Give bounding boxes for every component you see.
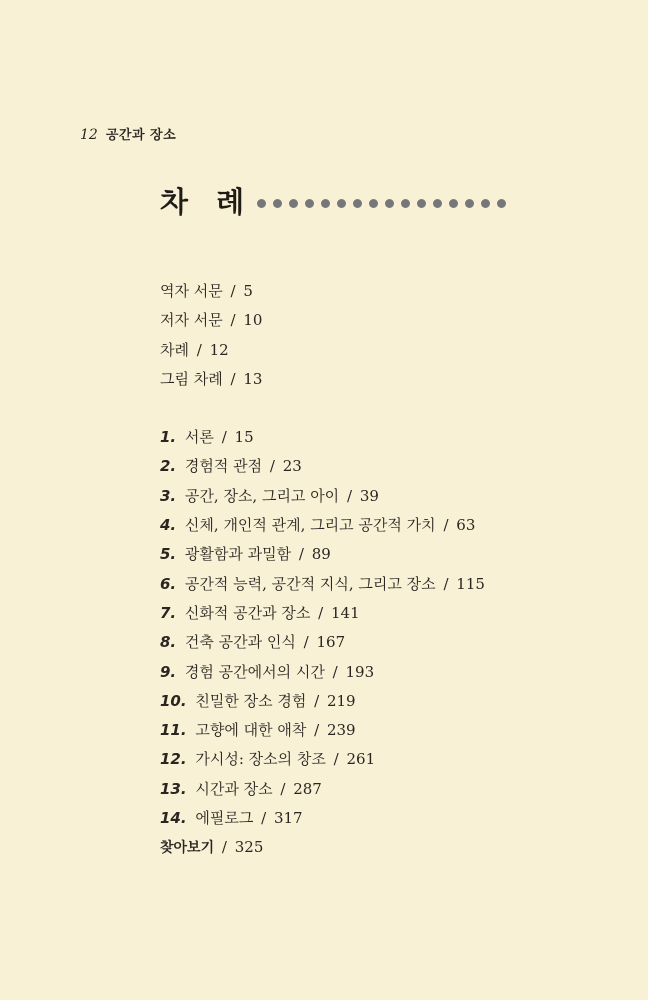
chapter-number: 2. bbox=[160, 457, 177, 476]
ornament-dot bbox=[449, 199, 458, 208]
toc-chapter-entry bbox=[160, 775, 590, 804]
toc-chapter-entry bbox=[160, 423, 590, 452]
toc-entry bbox=[160, 336, 590, 365]
entry-title: 찾아보기 bbox=[160, 840, 215, 857]
chapter-page: 15 bbox=[234, 428, 254, 447]
ornament-dot bbox=[273, 199, 282, 208]
entry-title: 저자 서문 bbox=[160, 311, 223, 330]
entry-separator: / bbox=[303, 633, 309, 652]
entry-separator: / bbox=[230, 369, 236, 388]
chapter-title: 건축 공간과 인식 bbox=[184, 633, 296, 652]
chapter-title: 경험 공간에서의 시간 bbox=[184, 662, 325, 681]
chapter-title: 공간적 능력, 공간적 지식, 그리고 장소 bbox=[184, 574, 436, 593]
chapter-title: 서론 bbox=[184, 428, 214, 447]
ornament-dot bbox=[369, 199, 378, 208]
toc-heading-text: 차 례 bbox=[160, 184, 254, 219]
chapter-page: 317 bbox=[273, 809, 303, 828]
ornament-dot bbox=[353, 199, 362, 208]
entry-title: 차례 bbox=[160, 340, 189, 359]
chapter-title: 가시성: 장소의 창조 bbox=[195, 750, 326, 769]
chapter-title: 신체, 개인적 관계, 그리고 공간적 가치 bbox=[184, 516, 436, 535]
entry-title: 그림 차례 bbox=[160, 369, 223, 388]
chapter-number: 6. bbox=[160, 574, 177, 593]
chapter-page: 141 bbox=[331, 603, 360, 622]
entry-separator: / bbox=[318, 603, 324, 622]
chapter-number: 8. bbox=[160, 633, 177, 652]
running-head bbox=[80, 124, 176, 143]
entry-title: 역자 서문 bbox=[160, 282, 223, 300]
dot-leader-ornament bbox=[257, 199, 506, 208]
ornament-dot bbox=[289, 199, 298, 208]
ornament-dot bbox=[481, 199, 490, 208]
entry-page: 10 bbox=[243, 311, 263, 330]
entry-separator: / bbox=[221, 838, 227, 857]
toc-chapter-entry bbox=[160, 511, 590, 540]
book-title: 공간과 장소 bbox=[105, 128, 177, 143]
chapter-page: 23 bbox=[282, 457, 302, 476]
chapter-page: 167 bbox=[316, 633, 346, 652]
toc-chapter-entry bbox=[160, 540, 590, 569]
chapter-number: 9. bbox=[160, 662, 177, 681]
ornament-dot bbox=[465, 199, 474, 208]
toc-entries bbox=[160, 277, 590, 863]
chapter-number: 7. bbox=[160, 603, 177, 622]
ornament-dot bbox=[257, 199, 266, 208]
ornament-dot bbox=[337, 199, 346, 208]
chapter-number: 1. bbox=[160, 428, 177, 447]
toc-chapter-entry bbox=[160, 658, 590, 687]
chapter-title: 친밀한 장소 경험 bbox=[195, 691, 307, 710]
ornament-dot bbox=[433, 199, 442, 208]
entry-separator: / bbox=[196, 340, 202, 359]
entry-separator: / bbox=[314, 691, 320, 710]
toc-entry bbox=[160, 277, 590, 306]
entry-separator: / bbox=[346, 486, 353, 505]
toc-chapter-entry bbox=[160, 452, 590, 481]
ornament-dot bbox=[401, 199, 410, 208]
toc-chapter-entry bbox=[160, 804, 590, 833]
entry-separator: / bbox=[221, 428, 227, 447]
ornament-dot bbox=[497, 199, 506, 208]
chapter-number: 4. bbox=[160, 516, 177, 535]
chapter-number: 14. bbox=[160, 809, 187, 828]
toc-entry bbox=[160, 365, 590, 394]
ornament-dot bbox=[385, 199, 394, 208]
entry-separator: / bbox=[332, 662, 338, 681]
entry-page: 5 bbox=[243, 282, 253, 300]
chapter-page: 39 bbox=[359, 486, 379, 505]
toc-chapter-entry bbox=[160, 570, 590, 599]
toc-chapter-entry bbox=[160, 716, 590, 745]
chapter-number: 10. bbox=[160, 691, 187, 710]
chapter-page: 89 bbox=[311, 545, 331, 564]
entry-separator: / bbox=[280, 779, 286, 798]
toc-chapter-entry bbox=[160, 599, 590, 628]
chapter-number: 12. bbox=[160, 750, 187, 769]
chapter-title: 시간과 장소 bbox=[195, 779, 273, 798]
ornament-dot bbox=[305, 199, 314, 208]
entry-separator: / bbox=[230, 282, 236, 300]
entry-separator: / bbox=[230, 311, 236, 330]
page-number: 12 bbox=[80, 127, 98, 143]
toc-heading bbox=[160, 180, 506, 220]
toc-entry bbox=[160, 306, 590, 335]
chapter-title: 공간, 장소, 그리고 아이 bbox=[184, 486, 340, 505]
chapter-number: 13. bbox=[160, 779, 187, 798]
entry-separator: / bbox=[333, 750, 339, 769]
toc-chapter-entry bbox=[160, 745, 590, 774]
chapter-page: 261 bbox=[346, 750, 376, 769]
chapter-page: 115 bbox=[456, 574, 485, 593]
toc-chapter-entry bbox=[160, 482, 590, 511]
chapter-title: 신화적 공간과 장소 bbox=[184, 603, 311, 622]
chapter-title: 경험적 관점 bbox=[184, 457, 263, 476]
ornament-dot bbox=[417, 199, 426, 208]
chapter-page: 193 bbox=[345, 662, 375, 681]
chapter-number: 11. bbox=[160, 721, 187, 740]
toc-chapter-entry bbox=[160, 628, 590, 657]
entry-separator: / bbox=[261, 809, 267, 828]
chapter-title: 광활함과 과밀함 bbox=[184, 545, 292, 564]
entry-separator: / bbox=[298, 545, 304, 564]
ornament-dot bbox=[321, 199, 330, 208]
chapter-title: 에필로그 bbox=[195, 809, 254, 828]
entry-separator: / bbox=[269, 457, 275, 476]
chapter-number: 3. bbox=[160, 486, 177, 505]
chapter-page: 239 bbox=[326, 721, 356, 740]
entry-separator: / bbox=[443, 516, 449, 535]
entry-page: 325 bbox=[234, 838, 264, 857]
toc-chapter-entry bbox=[160, 687, 590, 716]
entry-separator: / bbox=[314, 721, 320, 740]
chapter-title: 고향에 대한 애착 bbox=[195, 721, 307, 740]
toc-entry-index bbox=[160, 833, 590, 862]
chapter-page: 219 bbox=[326, 691, 356, 710]
chapter-page: 287 bbox=[293, 779, 322, 798]
chapter-page: 63 bbox=[456, 516, 476, 535]
chapter-number: 5. bbox=[160, 545, 177, 564]
entry-page: 12 bbox=[209, 340, 229, 359]
entry-page: 13 bbox=[243, 369, 263, 388]
entry-separator: / bbox=[443, 574, 449, 593]
